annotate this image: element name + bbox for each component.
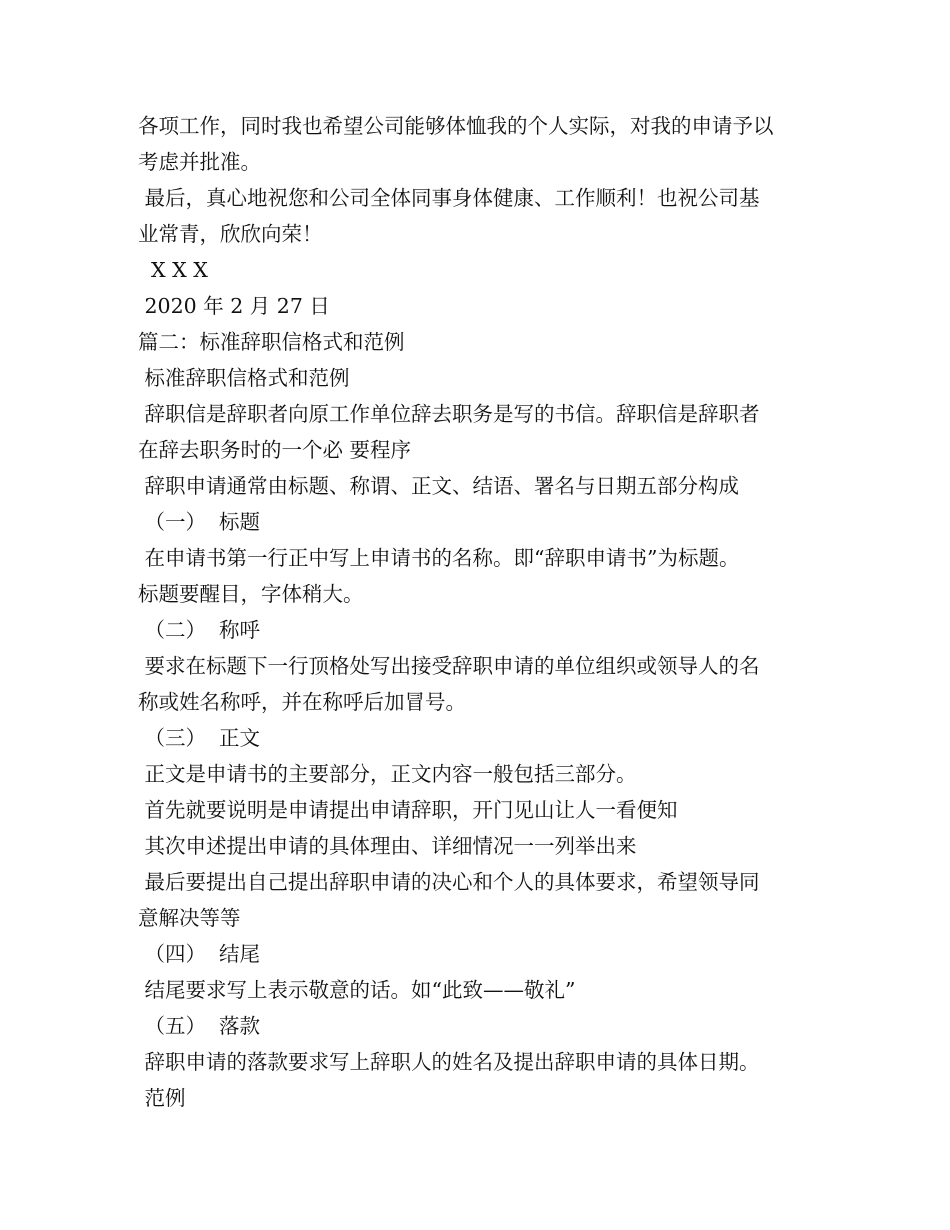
date-line: 2020 年 2 月 27 日 bbox=[138, 294, 330, 318]
section-subtitle: 标准辞职信格式和范例 bbox=[138, 366, 350, 390]
text-line: 在申请书第一行正中写上申请书的名称。即“辞职申请书”为标题。 bbox=[138, 546, 740, 570]
document-body bbox=[138, 108, 818, 1116]
subheading: （五） 落款 bbox=[138, 1014, 261, 1038]
text-line: 辞职信是辞职者向原工作单位辞去职务是写的书信。辞职信是辞职者 bbox=[138, 402, 760, 426]
text-line: 首先就要说明是申请提出申请辞职，开门见山让人一看便知 bbox=[138, 798, 678, 822]
text-line: 辞职申请通常由标题、称谓、正文、结语、署名与日期五部分构成 bbox=[138, 474, 740, 498]
text-line: 业常青，欣欣向荣！ bbox=[138, 222, 323, 246]
subheading: （二） 称呼 bbox=[138, 618, 261, 642]
text-line: 其次申述提出申请的具体理由、详细情况一一列举出来 bbox=[138, 834, 637, 858]
text-line: 各项工作，同时我也希望公司能够体恤我的个人实际，对我的申请予以 bbox=[138, 114, 774, 138]
text-line: 辞职申请的落款要求写上辞职人的姓名及提出辞职申请的具体日期。 bbox=[138, 1050, 760, 1074]
text-line: 最后，真心地祝您和公司全体同事身体健康、工作顺利！也祝公司基 bbox=[138, 186, 760, 210]
text-line: 考虑并批准。 bbox=[138, 150, 261, 174]
subheading: （一） 标题 bbox=[138, 510, 261, 534]
text-line: 正文是申请书的主要部分，正文内容一般包括三部分。 bbox=[138, 762, 637, 786]
text-line: 最后要提出自己提出辞职申请的决心和个人的具体要求，希望领导同 bbox=[138, 870, 760, 894]
section-title: 篇二：标准辞职信格式和范例 bbox=[138, 330, 405, 354]
text-line: 标题要醒目，字体稍大。 bbox=[138, 582, 364, 606]
text-line: 范例 bbox=[138, 1086, 186, 1110]
text-line: 称或姓名称呼，并在称呼后加冒号。 bbox=[138, 690, 466, 714]
subheading: （三） 正文 bbox=[138, 726, 261, 750]
text-line: 要求在标题下一行顶格处写出接受辞职申请的单位组织或领导人的名 bbox=[138, 654, 760, 678]
text-line: 意解决等等 bbox=[138, 906, 241, 930]
subheading: （四） 结尾 bbox=[138, 942, 261, 966]
text-line: 在辞去职务时的一个必 要程序 bbox=[138, 438, 412, 462]
signature-line: X X X bbox=[138, 258, 208, 282]
text-line: 结尾要求写上表示敬意的话。如“此致——敬礼” bbox=[138, 978, 576, 1002]
